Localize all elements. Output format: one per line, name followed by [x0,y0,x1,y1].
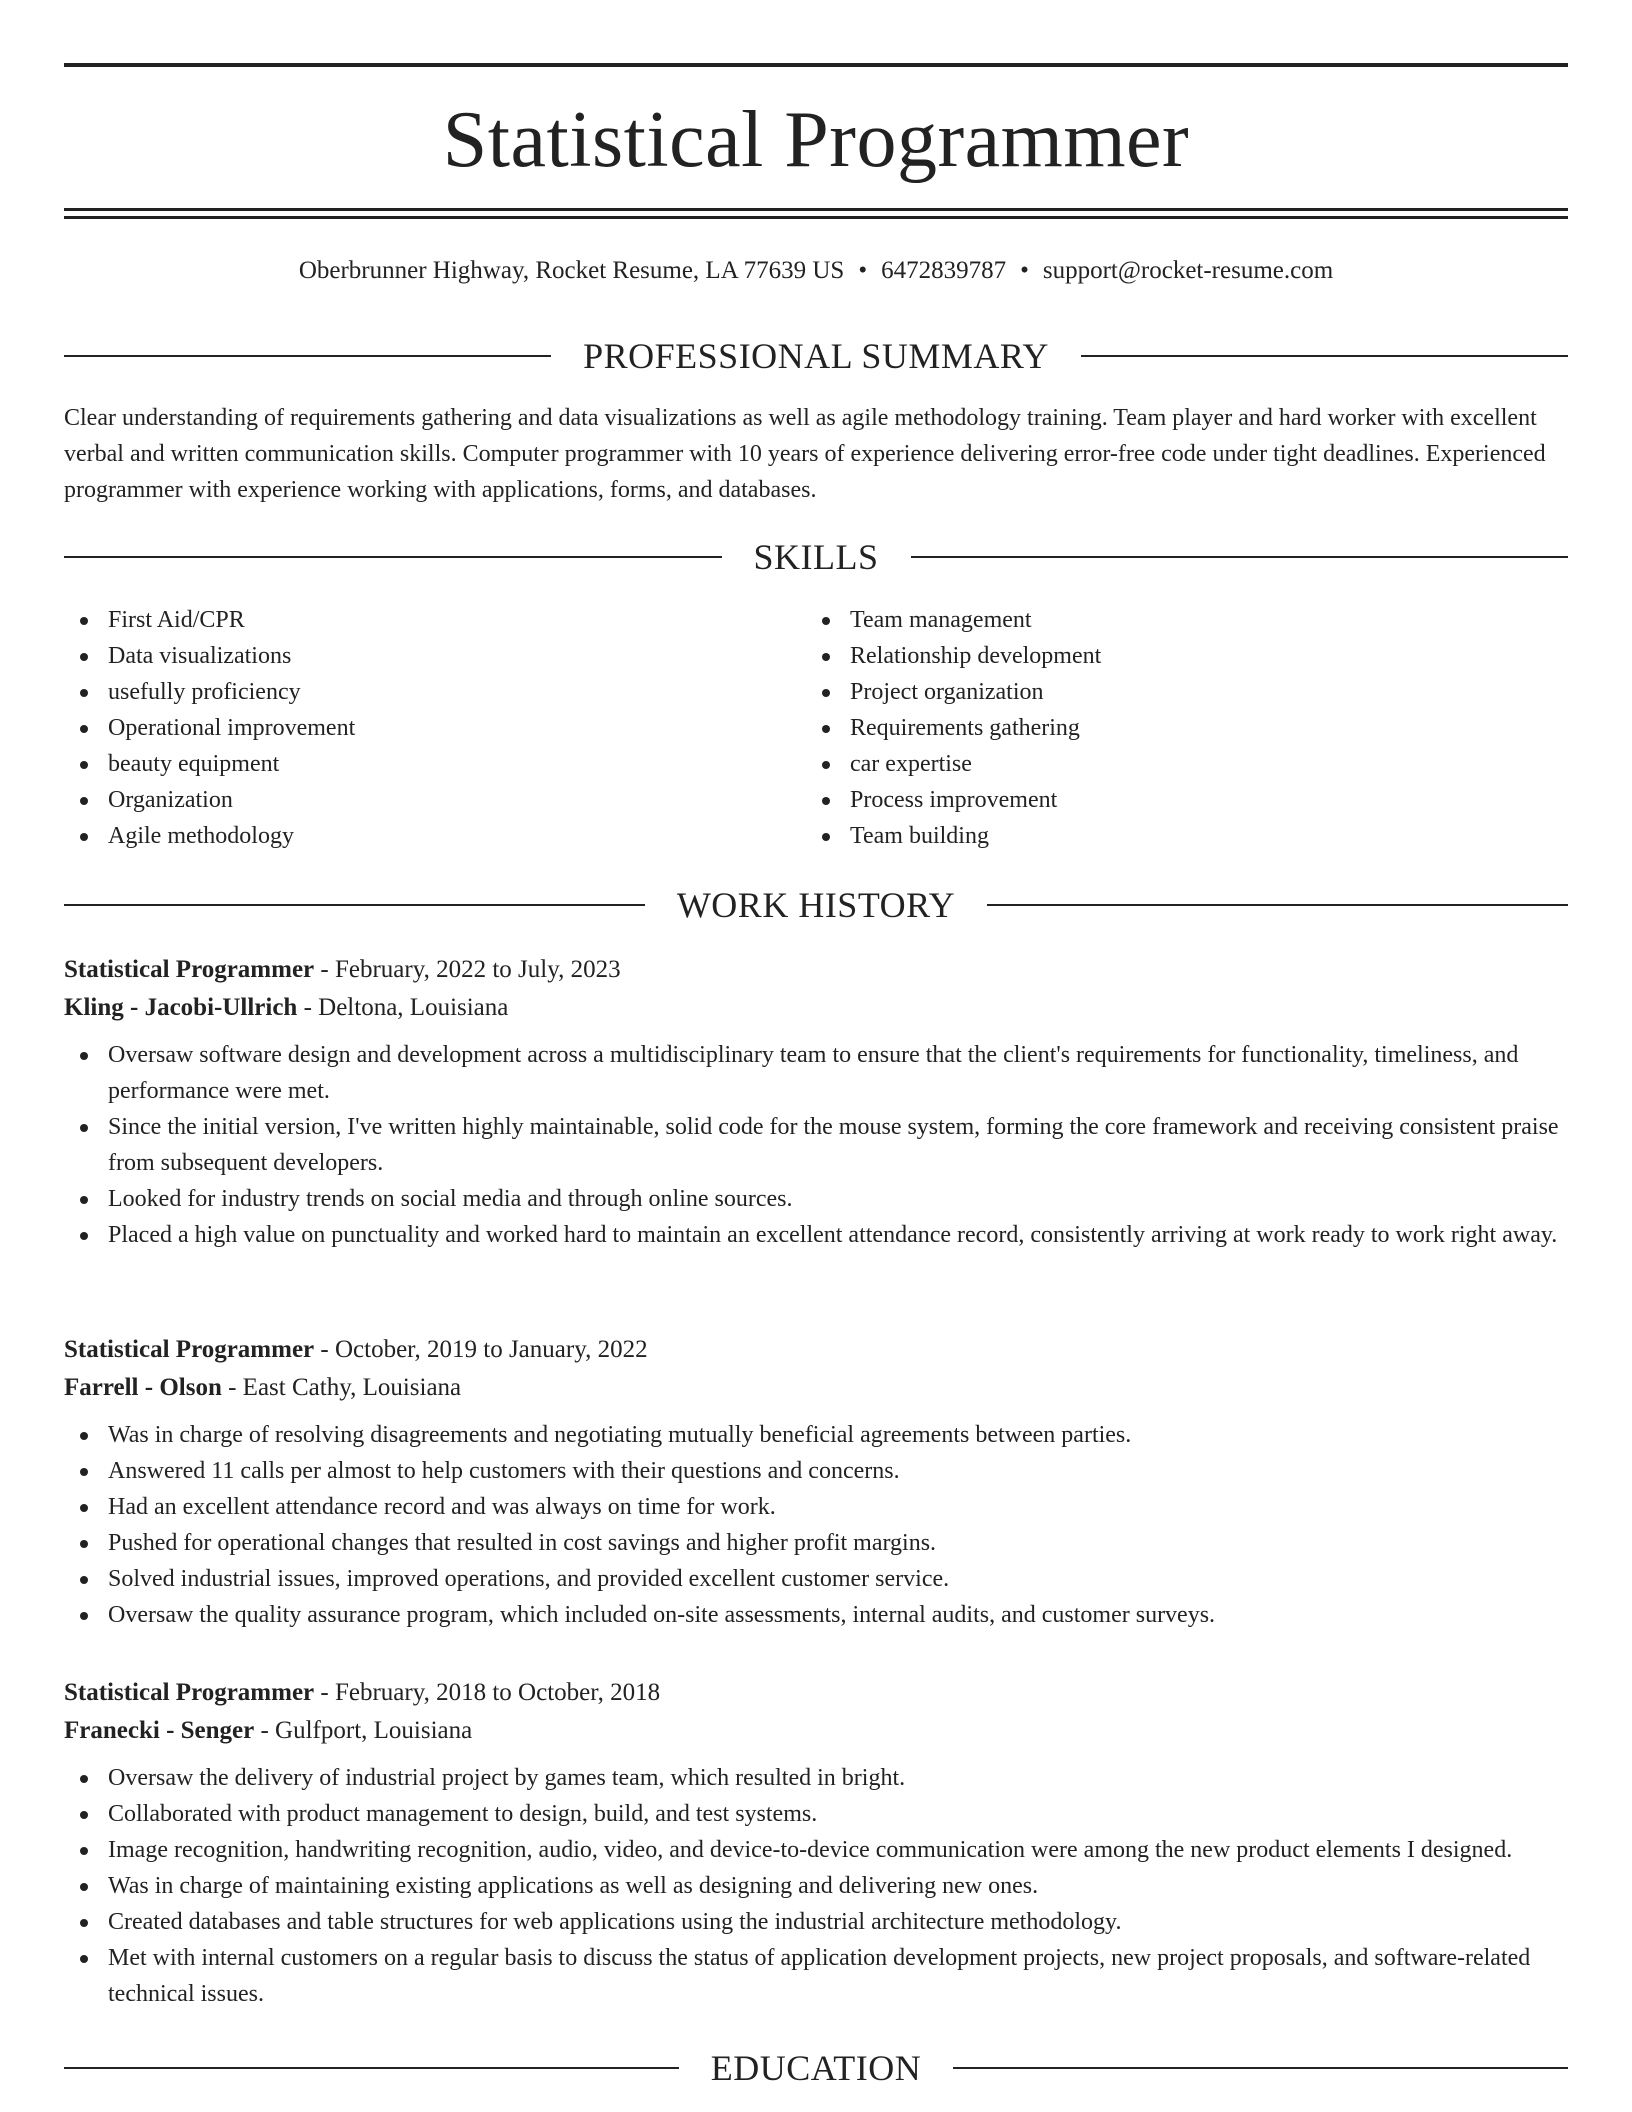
job-bullet: Solved industrial issues, improved operations, and provided excellent customer service. [64,1561,1568,1597]
section-title: PROFESSIONAL SUMMARY [583,336,1049,376]
job-bullet: Met with internal customers on a regular basis to discuss the status of application development projects, new project proposals, and software-related technical issues. [64,1940,1568,2012]
job-location: - East Cathy, Louisiana [221,1374,462,1401]
job-company: Kling - Jacobi-Ullrich [64,994,298,1021]
header-top-rule [64,63,1568,67]
job-company-line [64,1712,1568,1750]
skill-item: Relationship development [806,638,1566,674]
skill-item: beauty equipment [64,746,804,782]
job-title: Statistical Programmer [64,956,315,983]
job-bullet: Image recognition, handwriting recognition, audio, video, and device-to-device communication were among the new product elements I designed. [64,1832,1568,1868]
job-dates: - February, 2022 to July, 2023 [314,956,621,983]
skill-item: First Aid/CPR [64,602,804,638]
skills-list-right [806,602,1566,854]
job-title: Statistical Programmer [64,1679,315,1706]
skill-item: usefully proficiency [64,674,804,710]
job-bullet: Was in charge of maintaining existing applications as well as designing and delivering new ones. [64,1868,1568,1904]
job-bullet: Had an excellent attendance record and was always on time for work. [64,1489,1568,1525]
job-bullet: Pushed for operational changes that resulted in cost savings and higher profit margins. [64,1525,1568,1561]
job-bullet: Created databases and table structures for web applications using the industrial architecture methodology. [64,1904,1568,1940]
header-double-rule-lower [64,216,1568,219]
job-location: - Gulfport, Louisiana [254,1717,473,1744]
section-title: SKILLS [753,537,879,577]
job-bullets [64,1760,1568,2012]
job-bullet: Was in charge of resolving disagreements and negotiating mutually beneficial agreements between parties. [64,1417,1568,1453]
job-company: Franecki - Senger [64,1717,255,1744]
skill-item: Project organization [806,674,1566,710]
section-heading-work [64,883,1568,927]
section-heading-summary [64,334,1568,378]
section-heading-skills [64,535,1568,579]
header-double-rule-upper [64,208,1568,211]
heading-rule [953,2067,1568,2069]
job-bullet: Since the initial version, I've written highly maintainable, solid code for the mouse system, forming the core framework and receiving consistent praise from subsequent developers. [64,1109,1568,1181]
job-bullet: Oversaw the delivery of industrial project by games team, which resulted in bright. [64,1760,1568,1796]
skill-item: Team management [806,602,1566,638]
job-bullets [64,1417,1568,1633]
skill-item: car expertise [806,746,1566,782]
job-dates: - February, 2018 to October, 2018 [314,1679,661,1706]
heading-rule [987,904,1568,906]
job-company-line [64,1369,1568,1407]
skill-item: Process improvement [806,782,1566,818]
skills-list-left [64,602,804,854]
job-company: Farrell - Olson [64,1374,222,1401]
job-title: Statistical Programmer [64,1336,315,1363]
heading-rule [64,2067,679,2069]
heading-rule [911,556,1569,558]
job-bullet: Answered 11 calls per almost to help customers with their questions and concerns. [64,1453,1568,1489]
job-entry [64,1331,1568,1633]
job-entry [64,951,1568,1253]
job-bullets [64,1037,1568,1253]
job-dates: - October, 2019 to January, 2022 [314,1336,648,1363]
heading-rule [64,556,722,558]
job-company-line [64,989,1568,1027]
skill-item: Requirements gathering [806,710,1566,746]
resume-name: Statistical Programmer [442,96,1190,184]
skill-item: Data visualizations [64,638,804,674]
skill-item: Organization [64,782,804,818]
skill-item: Agile methodology [64,818,804,854]
job-location: - Deltona, Louisiana [297,994,509,1021]
section-heading-education [64,2046,1568,2090]
contact-phone: 6472839787 [881,257,1007,284]
job-bullet: Oversaw the quality assurance program, which included on-site assessments, internal audits, and customer surveys. [64,1597,1568,1633]
heading-rule [64,355,551,357]
skill-item: Team building [806,818,1566,854]
job-title-line [64,1674,1568,1712]
contact-email: support@rocket-resume.com [1042,257,1334,284]
section-title: EDUCATION [710,2048,922,2088]
section-title: WORK HISTORY [676,885,956,925]
contact-line [64,254,1568,288]
heading-rule [1081,355,1568,357]
contact-address: Oberbrunner Highway, Rocket Resume, LA 77639 US [298,257,845,284]
job-title-line [64,1331,1568,1369]
skill-item: Operational improvement [64,710,804,746]
heading-rule [64,904,645,906]
job-title-line [64,951,1568,989]
summary-text: Clear understanding of requirements gathering and data visualizations as well as agile methodology training. Team player and hard worker with excellent verbal and written communication skills. Computer programmer with 10 years of experience delivering error-free code under tight deadlines. Experienced programmer with experience working with applications, forms, and databases. [64,405,1546,503]
contact-separator: • [858,257,868,284]
job-entry [64,1674,1568,2012]
job-bullet: Looked for industry trends on social media and through online sources. [64,1181,1568,1217]
contact-separator: • [1020,257,1029,284]
job-bullet: Oversaw software design and development across a multidisciplinary team to ensure that the client's requirements for functionality, timeliness, and performance were met. [64,1037,1568,1109]
job-bullet: Placed a high value on punctuality and worked hard to maintain an excellent attendance record, consistently arriving at work ready to work right away. [64,1217,1568,1253]
job-bullet: Collaborated with product management to design, build, and test systems. [64,1796,1568,1832]
